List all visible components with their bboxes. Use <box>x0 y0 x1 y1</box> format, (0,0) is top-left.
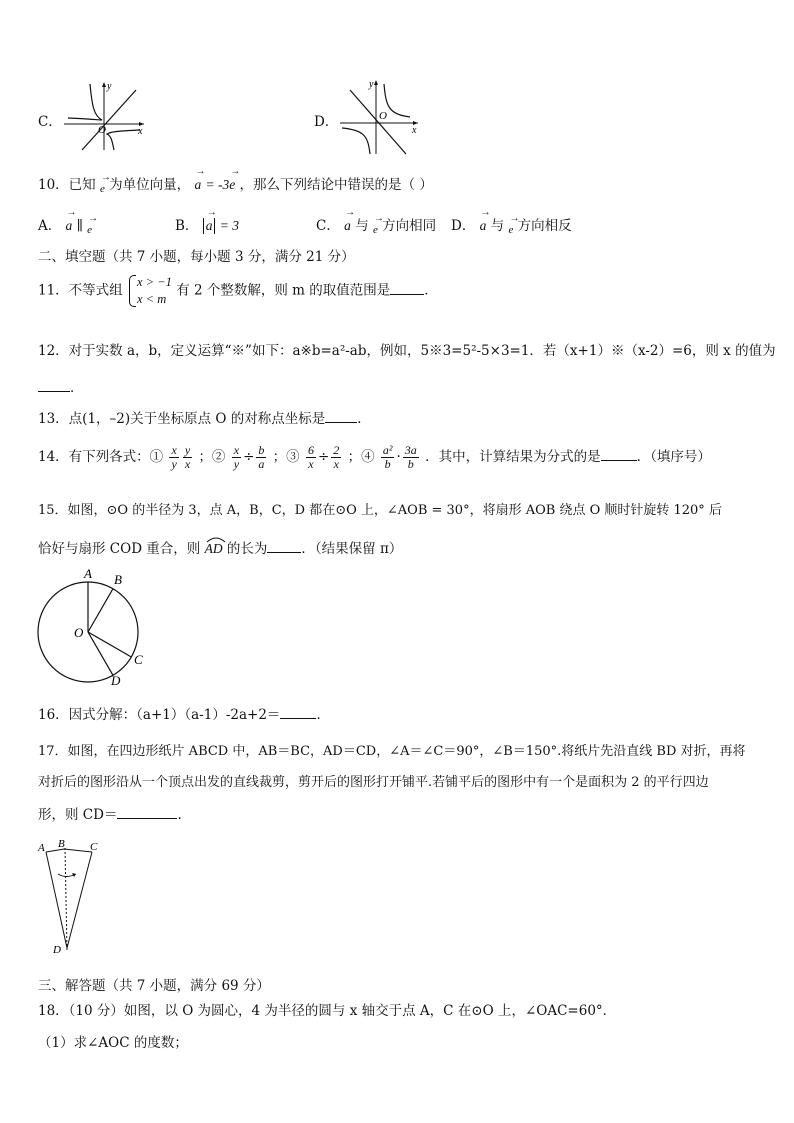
q14-f3b-den: x <box>333 457 339 471</box>
line-graph <box>350 90 406 154</box>
radius-ob <box>88 589 113 632</box>
point-c-label: C <box>90 841 98 853</box>
q14-op-2: ÷ <box>243 449 255 465</box>
q14-f1b-den: x <box>184 457 191 471</box>
q14-f1b <box>183 444 192 471</box>
q15-answer-blank[interactable] <box>267 540 301 553</box>
q10-option-b-label: B． <box>175 218 199 234</box>
q14 <box>38 444 711 471</box>
q17-line3 <box>38 803 182 823</box>
q11-answer-blank[interactable] <box>390 282 424 295</box>
q14-end: ．（填序号） <box>636 449 711 465</box>
q10-stem <box>38 173 433 195</box>
q10-option-c-vec-e: → e <box>373 224 378 236</box>
q16-end: ． <box>316 707 330 723</box>
section2-title: 二、填空题（共 7 小题，每小题 3 分，满分 21 分） <box>38 249 355 265</box>
q14-f3a-num: 6 <box>307 443 314 457</box>
q14-f2a-den: y <box>233 457 240 471</box>
q14-f2a <box>232 444 241 471</box>
q11-prefix: 11．不等式组 <box>38 282 123 299</box>
q14-f3a <box>306 444 316 471</box>
q14-f4b <box>403 444 419 471</box>
q14-op-4: · <box>396 449 401 465</box>
q14-f4a <box>381 444 395 471</box>
q10-option-c-label: C． <box>316 218 340 234</box>
q10-option-d-text: 方向相反 <box>517 218 572 234</box>
q10-stem-suffix: ，那么下列结论中错误的是（ ） <box>239 177 433 193</box>
q17-line1: 17．如图，在四边形纸片 ABCD 中，AB＝BC，AD＝CD，∠A＝∠C＝90°，∠B＝150°.将纸片先沿直线 BD 对折，再将 <box>38 744 746 759</box>
point-c-label: C <box>134 652 143 667</box>
q11-inequality-system <box>127 274 172 308</box>
q12-answer-blank[interactable] <box>38 379 70 392</box>
q10-vector-a: → a <box>194 177 201 193</box>
q14-f3b <box>331 444 341 471</box>
q16-text: 16．因式分解：（a+1）（a-1）-2a+2＝ <box>38 707 281 723</box>
q10-option-a-vec-a: → a <box>66 218 73 234</box>
q15-arc-ad <box>205 541 223 557</box>
q18-sub1: （1）求∠AOC 的度数； <box>38 1035 188 1051</box>
q14-f4a-den: b <box>384 457 391 471</box>
q10-option-b-vec-a: → a <box>206 218 213 234</box>
hyperbola-branch-lower-left <box>342 128 370 154</box>
q11 <box>38 274 438 308</box>
q12-line2 <box>38 376 84 396</box>
q14-f4a-num: a² <box>382 443 393 457</box>
q13 <box>38 407 371 427</box>
q18-line1: 18．（10 分）如图，以 O 为圆心，4 为半径的圆与 x 轴交于点 A，C 在⊙O 上，∠OAC=60°． <box>38 1003 617 1019</box>
q14-f3b-num: 2 <box>333 443 340 457</box>
point-d-label: D <box>111 673 121 688</box>
q17-line3-prefix: 形，则 CD＝ <box>38 807 118 823</box>
q14-f1a-den: y <box>171 457 177 471</box>
fold-line-bd <box>65 848 67 951</box>
q10-option-d-vec-a: → a <box>480 218 487 234</box>
q15-line2-suffix: ．（结果保留 π） <box>301 541 403 557</box>
q10-option-d-vec-e: → e <box>508 224 513 236</box>
q14-f4b-den: b <box>407 457 414 471</box>
q9-option-c-graph <box>60 78 150 153</box>
q10-option-d-relation: 与 <box>490 218 505 234</box>
section3-title: 三、解答题（共 7 小题，满分 69 分） <box>38 978 270 994</box>
q17-line2: 对折后的图形沿从一个顶点出发的直线裁剪，剪开后的图形打开铺平.若铺平后的图形中有一个是面积为 2 的平行四边 <box>38 775 709 790</box>
x-axis-label: x <box>412 125 417 136</box>
q10-option-a-relation: ∥ <box>76 218 83 234</box>
point-a-label: A <box>84 566 92 581</box>
q10-option-d <box>451 214 572 236</box>
radius-oc <box>88 632 131 657</box>
arc-symbol-icon <box>205 535 227 543</box>
q15-figure-circle <box>30 563 160 689</box>
q10-option-c-vec-a: → a <box>344 218 351 234</box>
q17-figure-kite <box>34 836 114 961</box>
q9-option-c-label: C． <box>38 114 62 130</box>
q14-f2b-num: b <box>258 443 265 457</box>
q10-option-b-value: = 3 <box>219 218 240 233</box>
point-b-label: B <box>58 838 65 850</box>
y-axis-label: y <box>107 81 112 92</box>
q14-prefix: 14．有下列各式：① <box>38 449 164 465</box>
q14-f1a <box>169 444 178 471</box>
hyperbola-branch-lower-right <box>107 130 140 150</box>
q15-line2-mid: 的长为 <box>226 541 268 557</box>
q14-f3a-den: x <box>308 457 314 471</box>
q13-text: 13．点(1，–2)关于坐标原点 O 的对称点坐标是 <box>38 411 326 427</box>
point-d-label: D <box>53 944 61 956</box>
q10-option-b-abs <box>203 218 216 234</box>
q12-line1: 12．对于实数 a，b，定义运算“※”如下：a※b=a²-ab，例如，5※3=5²-5×3=1．若（x+1）※（x-2）=6，则 x 的值为 <box>38 343 776 359</box>
q14-sep-2: ；② <box>198 449 226 465</box>
q15-line2-prefix: 恰好与扇形 COD 重合，则 <box>38 541 201 557</box>
edge-ab-bc <box>46 849 92 852</box>
q15-arc-label: AD <box>204 541 223 556</box>
q11-inequality-2: x < m <box>136 292 167 306</box>
edge-ad <box>46 852 67 948</box>
q14-f1b-num: y <box>184 443 191 457</box>
q10-vector-e-2: → e <box>229 177 235 193</box>
q10-option-d-label: D． <box>451 218 476 234</box>
q15-line2 <box>38 537 402 557</box>
q14-f2b <box>256 444 266 471</box>
q13-end: ． <box>357 411 371 427</box>
q14-sep-4: ；④ <box>347 449 375 465</box>
q14-suffix: ．其中，计算结果为分式的是 <box>425 449 601 465</box>
q10-option-a-vec-e: → e <box>87 224 92 236</box>
q14-op-3: ÷ <box>317 449 330 465</box>
y-axis-label: y <box>369 79 374 90</box>
x-axis-label: x <box>138 126 143 137</box>
q10-equation: = -3 <box>205 177 230 192</box>
q14-f4b-num: 3a <box>404 443 417 457</box>
q10-option-a-label: A． <box>38 218 62 234</box>
y-axis-arrow <box>102 82 106 87</box>
q10-vector-e: → e <box>100 183 105 195</box>
edge-cd <box>67 852 92 948</box>
q10-option-c <box>316 214 436 236</box>
q14-f2b-den: a <box>258 457 265 471</box>
point-o-label: O <box>74 625 84 640</box>
hyperbola-branch-upper-right <box>384 84 410 117</box>
q9-option-d-label: D． <box>314 114 339 130</box>
q10-stem-mid: 为单位向量， <box>109 177 191 193</box>
q11-inequality-1: x > −1 <box>136 275 172 289</box>
q14-sep-3: ；③ <box>272 449 300 465</box>
q14-answer-blank[interactable] <box>601 448 637 461</box>
q10-option-a <box>38 214 92 236</box>
q12-end: ． <box>70 380 84 396</box>
line-graph <box>82 90 136 150</box>
q17-end: . <box>177 807 182 823</box>
q11-end: ． <box>424 282 438 299</box>
q17-answer-blank[interactable] <box>117 806 177 819</box>
q10-stem-prefix: 10．已知 <box>38 177 96 193</box>
point-a-label: A <box>38 842 45 854</box>
q14-f2a-num: x <box>233 443 240 457</box>
q10-option-c-relation: 与 <box>355 218 369 234</box>
point-b-label: B <box>114 572 122 587</box>
q14-f1a-num: x <box>171 443 177 457</box>
y-axis-arrow <box>374 80 378 85</box>
q10-option-c-text: 方向相同 <box>382 218 437 234</box>
q11-suffix: 有 2 个整数解，则 m 的取值范围是 <box>176 282 391 299</box>
q15-line1: 15．如图，⊙O 的半径为 3，点 A，B，C，D 都在⊙O 上，∠AOB = 30°，将扇形 AOB 绕点 O 顺时针旋转 120° 后 <box>38 503 722 518</box>
q10-option-b <box>175 214 239 234</box>
origin-label: O <box>379 110 387 122</box>
radius-od <box>88 632 113 675</box>
q16-answer-blank[interactable] <box>280 706 316 719</box>
hyperbola-branch-upper-left <box>68 84 102 120</box>
q13-answer-blank[interactable] <box>325 410 357 423</box>
q16 <box>38 703 330 723</box>
origin-label: O <box>98 124 106 136</box>
q9-option-d-graph <box>336 76 426 156</box>
